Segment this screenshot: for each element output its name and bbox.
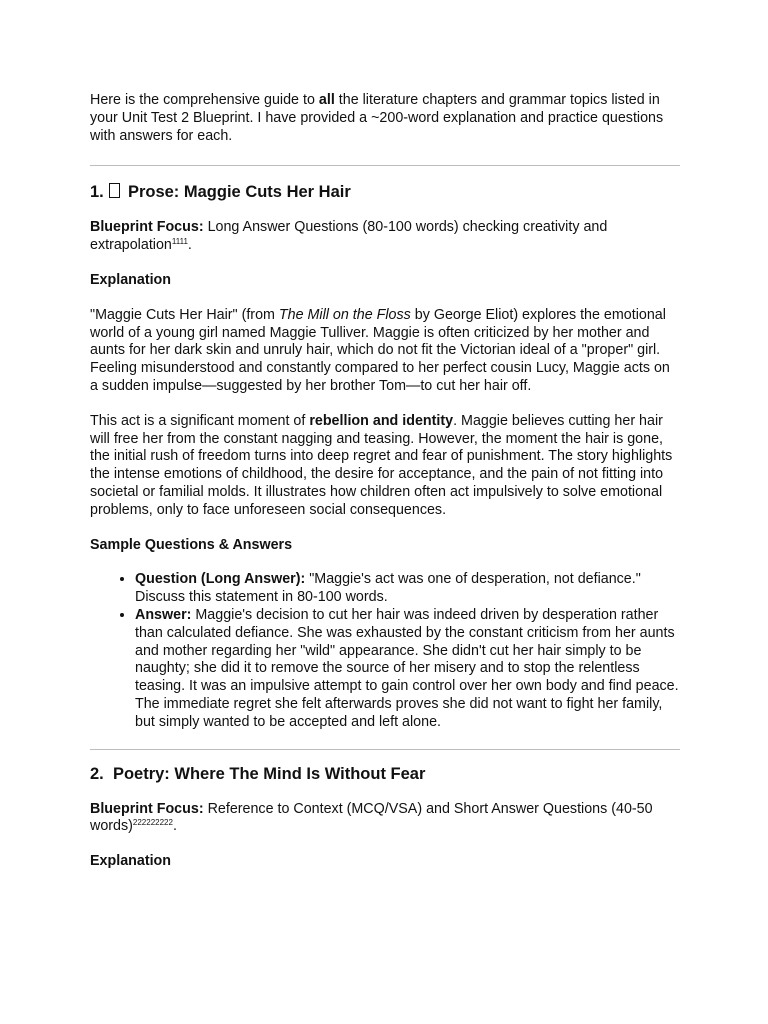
blueprint-focus: Blueprint Focus: Long Answer Questions (80-100 words) checking creativity and extrapolation$^{1111}$. [90,219,608,254]
qa-list [90,571,680,731]
question-item: • Question (Long Answer): "Maggie's act was one of desperation, not defiance." Discuss this statement in 80-100 words. [135,571,680,607]
section-poetry [90,764,680,871]
footnote-ref: 1111 [171,237,188,247]
explanation-heading: Explanation [90,853,172,870]
document-page [90,92,680,888]
section-prose [90,182,680,731]
footnote-ref: 222222222 [132,818,173,828]
answer-item: • Answer: Maggie's decision to cut her hair was indeed driven by desperation rather than calculated defiance. She was exhausted by the constant criticism from her aunts and mother regarding her "wild" appearance. She didn't cut her hair simply to be naughty; she did it to remove the source of her misery and to stop the relentless teasing. It was an impulsive attempt to gain control over her own body and find peace. The immediate regret she felt afterwards proves she did not want to fight her family, but simply wanted to be accepted and left alone. [135,607,680,732]
section-divider [90,165,680,166]
intro-paragraph: Here is the comprehensive guide to all the literature chapters and grammar topics listed in your Unit Test 2 Blueprint. I have provided a ~200-word explanation and practice questions with answers for each. [90,92,664,144]
section-divider [90,749,680,750]
explanation-paragraph: "Maggie Cuts Her Hair" (from The Mill on the Floss by George Eliot) explores the emotional world of a young girl named Maggie Tulliver. Maggie is often criticized by her mother and aunts for her dark skin and unruly hair, which do not fit the Victorian ideal of a "proper" girl. Feeling misunderstood and constantly compared to her perfect cousin Lucy, Maggie acts on a sudden impulse—suggested by her brother Tom—to cut her hair off. [90,306,670,394]
blueprint-focus: Blueprint Focus: Reference to Context (MCQ/VSA) and Short Answer Questions (40-50 words)$^{222222222}$. [90,800,653,835]
section-heading: 2. Poetry: Where The Mind Is Without Fear [90,764,426,783]
qa-heading: Sample Questions & Answers [90,536,293,553]
explanation-paragraph: This act is a significant moment of rebellion and identity. Maggie believes cutting her hair will free her from the constant nagging and teasing. However, the moment the hair is gone, the initial rush of freedom turns into deep regret and fear of punishment. The story highlights the intense emotions of childhood, the desire for acceptance, and the pain of not fitting into societal or familial molds. It illustrates how children often act impulsively to solve emotional problems, only to face unforeseen social consequences. [90,412,673,518]
explanation-heading: Explanation [90,271,172,288]
section-heading: 1. Prose: Maggie Cuts Her Hair [90,183,351,202]
missing-glyph-icon [109,183,120,198]
intro-bold: all [318,92,335,108]
